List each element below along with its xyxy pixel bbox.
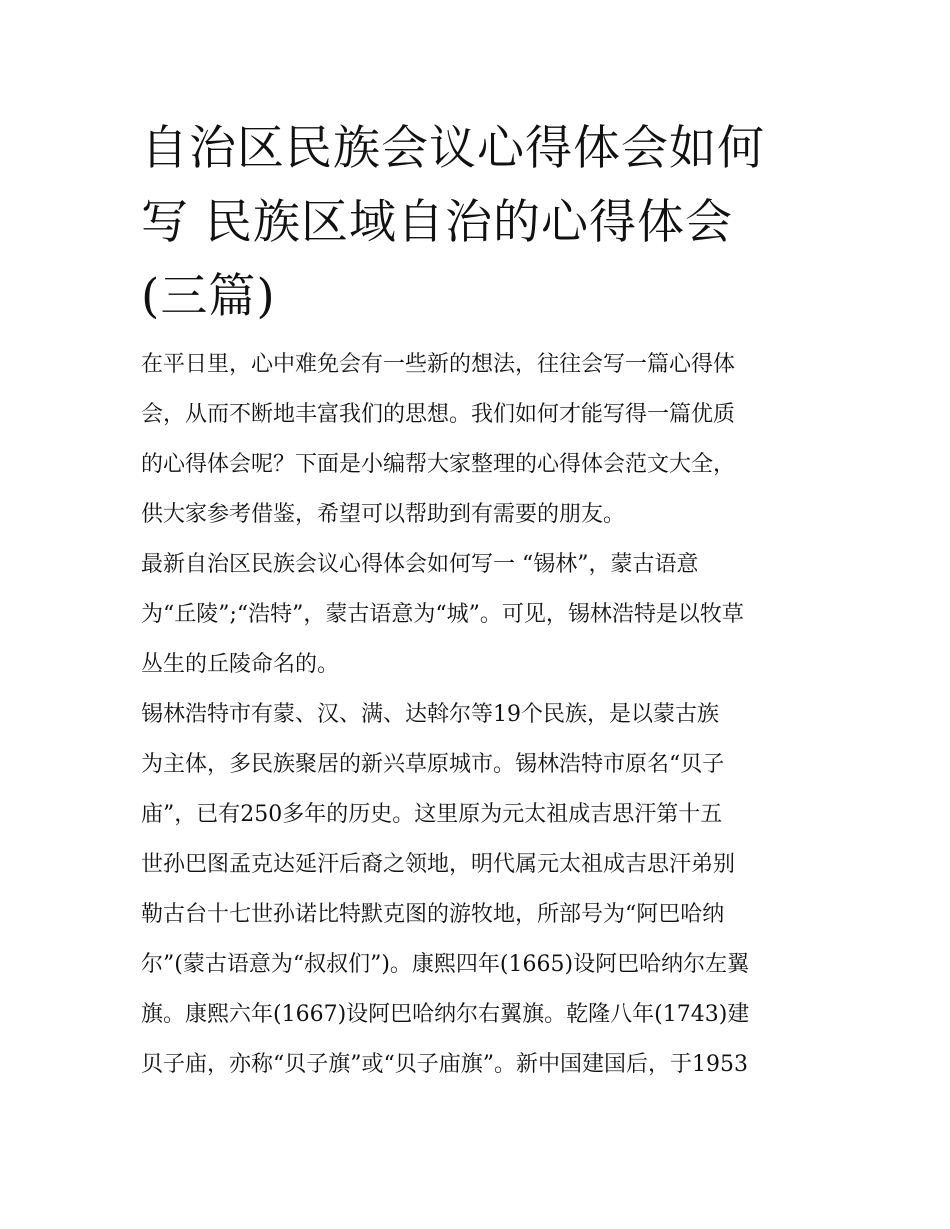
text-line: 旗。康熙六年(1667)设阿巴哈纳尔右翼旗。乾隆八年(1743)建 bbox=[141, 1002, 750, 1027]
document-body bbox=[141, 340, 821, 1090]
name-origin-paragraph bbox=[141, 540, 821, 690]
title-line: 写 民族区域自治的心得体会 bbox=[141, 195, 733, 250]
text-line: 为主体，多民族聚居的新兴草原城市。锡林浩特市原名“贝子 bbox=[141, 752, 725, 777]
history-paragraph bbox=[141, 690, 821, 1090]
document-title bbox=[141, 112, 821, 334]
text-line: 最新自治区民族会议心得体会如何写一 “锡林”，蒙古语意 bbox=[141, 552, 699, 577]
text-line: 贝子庙，亦称“贝子旗”或“贝子庙旗”。新中国建国后，于1953 bbox=[141, 1052, 748, 1077]
text-line: 为“丘陵”;“浩特”，蒙古语意为“城”。可见，锡林浩特是以牧草 bbox=[141, 602, 744, 627]
title-line: (三篇) bbox=[141, 269, 276, 324]
text-line: 会，从而不断地丰富我们的思想。我们如何才能写得一篇优质 bbox=[141, 402, 736, 427]
text-line: 供大家参考借鉴，希望可以帮助到有需要的朋友。 bbox=[141, 502, 626, 527]
text-line: 尔”(蒙古语意为“叔叔们”)。康熙四年(1665)设阿巴哈纳尔左翼 bbox=[141, 952, 750, 977]
title-line: 自治区民族会议心得体会如何 bbox=[141, 121, 765, 176]
document-content bbox=[141, 112, 821, 1090]
text-line: 庙”，已有250多年的历史。这里原为元太祖成吉思汗第十五 bbox=[141, 802, 723, 827]
text-line: 锡林浩特市有蒙、汉、满、达斡尔等19个民族，是以蒙古族 bbox=[141, 702, 719, 727]
text-line: 在平日里，心中难免会有一些新的想法，往往会写一篇心得体 bbox=[141, 352, 736, 377]
text-line: 世孙巴图孟克达延汗后裔之领地，明代属元太祖成吉思汗弟别 bbox=[141, 852, 736, 877]
text-line: 勒古台十七世孙诺比特默克图的游牧地，所部号为“阿巴哈纳 bbox=[141, 902, 725, 927]
intro-paragraph bbox=[141, 340, 821, 540]
text-line: 的心得体会呢？下面是小编帮大家整理的心得体会范文大全， bbox=[141, 452, 736, 477]
text-line: 丛生的丘陵命名的。 bbox=[141, 652, 340, 677]
